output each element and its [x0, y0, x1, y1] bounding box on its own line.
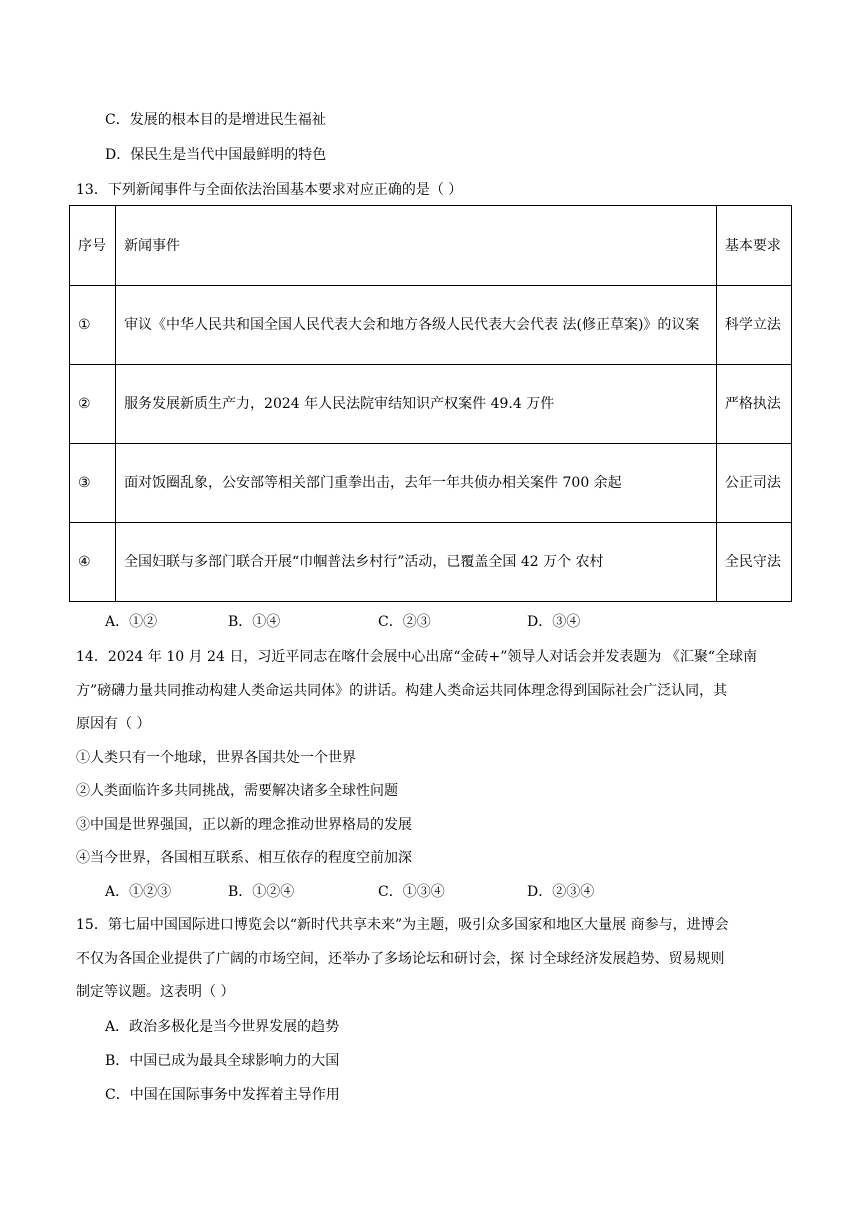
- news-events-table: [69, 205, 792, 602]
- q14-item-1: ①人类只有一个地球，世界各国共处一个世界: [76, 750, 356, 766]
- q15-stem-line-3: 制定等议题。这表明（ ）: [76, 984, 235, 1000]
- q14-item-2: ②人类面临许多共同挑战，需要解决诸多全球性问题: [76, 783, 398, 799]
- q13-option-b: B．①④: [228, 614, 281, 630]
- q14-option-c: C．①③④: [378, 884, 445, 900]
- row-serial: ④: [70, 523, 116, 602]
- q15-stem-line-2: 不仅为各国企业提供了广阔的市场空间，还举办了多场论坛和研讨会，探 讨全球经济发展趋势、贸易规则: [76, 951, 725, 967]
- row-serial: ②: [70, 365, 116, 444]
- q13-stem: 13．下列新闻事件与全面依法治国基本要求对应正确的是（ ）: [76, 182, 463, 198]
- q15-option-b: B．中国已成为最具全球影响力的大国: [105, 1053, 340, 1069]
- q13-option-c: C．②③: [378, 614, 431, 630]
- row-serial: ③: [70, 444, 116, 523]
- row-requirement: 科学立法: [716, 286, 791, 365]
- table-row: [70, 523, 792, 602]
- table-row: [70, 365, 792, 444]
- q14-item-3: ③中国是世界强国，正以新的理念推动世界格局的发展: [76, 817, 412, 833]
- q14-item-4: ④当今世界，各国相互联系、相互依存的程度空前加深: [76, 850, 412, 866]
- q14-option-d: D．②③④: [527, 884, 595, 900]
- q12-option-c: C．发展的根本目的是增进民生福祉: [105, 112, 326, 128]
- q14-option-b: B．①②④: [228, 884, 295, 900]
- q14-option-a: A．①②③: [105, 884, 172, 900]
- row-event: 审议《中华人民共和国全国人民代表大会和地方各级人民代表大会代表 法(修正草案)》的议案: [116, 286, 717, 365]
- table-row: [70, 286, 792, 365]
- header-requirement: 基本要求: [716, 206, 791, 286]
- row-serial: ①: [70, 286, 116, 365]
- header-serial: 序号: [70, 206, 116, 286]
- q14-stem-line-1: 14．2024 年 10 月 24 日，习近平同志在喀什会展中心出席“金砖+”领导人对话会并发表题为 《汇聚“全球南: [76, 649, 757, 665]
- row-event: 全国妇联与多部门联合开展“巾帼普法乡村行”活动，已覆盖全国 42 万个 农村: [116, 523, 717, 602]
- table-row: [70, 444, 792, 523]
- header-event: 新闻事件: [116, 206, 717, 286]
- row-requirement: 严格执法: [716, 365, 791, 444]
- q15-option-c: C．中国在国际事务中发挥着主导作用: [105, 1087, 340, 1103]
- row-requirement: 公正司法: [716, 444, 791, 523]
- q15-stem-line-1: 15．第七届中国国际进口博览会以“新时代共享未来”为主题，吸引众多国家和地区大量展 商参与，进博会: [76, 917, 729, 933]
- row-event: 面对饭圈乱象，公安部等相关部门重拳出击，去年一年共侦办相关案件 700 余起: [116, 444, 717, 523]
- q14-stem-line-3: 原因有（ ）: [76, 716, 151, 732]
- q14-stem-line-2: 方”磅礴力量共同推动构建人类命运共同体》的讲话。构建人类命运共同体理念得到国际社会广泛认同，其: [76, 683, 728, 699]
- q13-option-a: A．①②: [105, 614, 158, 630]
- q15-option-a: A．政治多极化是当今世界发展的趋势: [105, 1019, 340, 1035]
- row-requirement: 全民守法: [716, 523, 791, 602]
- table-header-row: [70, 206, 792, 286]
- q13-option-d: D．③④: [527, 614, 581, 630]
- row-event: 服务发展新质生产力，2024 年人民法院审结知识产权案件 49.4 万件: [116, 365, 717, 444]
- q12-option-d: D．保民生是当代中国最鲜明的特色: [105, 147, 327, 163]
